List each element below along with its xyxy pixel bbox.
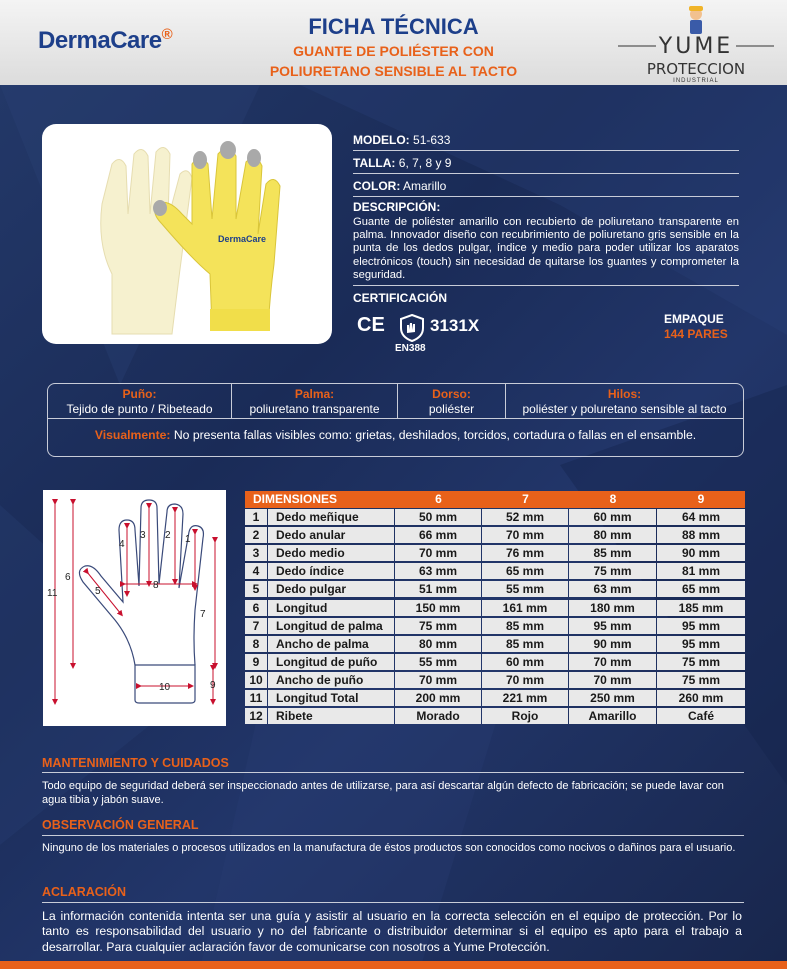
table-row <box>245 618 745 635</box>
row-value: 161 mm <box>482 600 568 616</box>
page-subtitle-1: GUANTE DE POLIÉSTER CON <box>293 43 494 59</box>
row-value: Morado <box>395 708 481 724</box>
materials-box <box>47 383 744 457</box>
row-label: Dedo meñique <box>268 509 394 525</box>
row-label: Longitud Total <box>268 690 394 706</box>
row-value: 180 mm <box>569 600 656 616</box>
clarification-title: ACLARACIÓN <box>42 885 127 899</box>
row-label: Longitud <box>268 600 394 616</box>
material-palm: Palma: poliuretano transparente <box>249 387 380 416</box>
row-value: 60 mm <box>482 654 568 670</box>
hand-measure-diagram <box>43 490 226 726</box>
maintenance-text: Todo equipo de seguridad deberá ser inspeccionado antes de utilizarse, para así descartar algún defecto de fabricación; se puede lavar con agua tibia y jabón suave. <box>42 780 724 806</box>
hand-outline-icon <box>43 490 226 726</box>
table-row <box>245 563 745 580</box>
divider <box>353 150 739 151</box>
divider <box>42 902 744 903</box>
brand-logo: DermaCare® <box>38 26 173 54</box>
row-value: 63 mm <box>395 563 481 579</box>
material-cuff: Puño: Tejido de punto / Ribeteado <box>66 387 213 416</box>
visual-inspection: Visualmente: No presenta fallas visibles como: grietas, deshilados, torcidos, cortadura o fallas en el ensamble. <box>94 428 697 442</box>
row-value: 70 mm <box>395 545 481 561</box>
row-value: 221 mm <box>482 690 568 706</box>
row-value: 185 mm <box>657 600 745 616</box>
shield-glove-icon <box>399 314 425 342</box>
partner-tagline: PROTECCION <box>646 60 746 78</box>
svg-text:2: 2 <box>165 530 171 541</box>
table-header: DIMENSIONES 6 7 8 9 <box>245 491 745 508</box>
row-label: Dedo pulgar <box>268 581 394 597</box>
partner-name: YUME <box>658 34 734 59</box>
row-number: 8 <box>245 636 267 652</box>
table-row <box>245 600 745 617</box>
row-value: 80 mm <box>395 636 481 652</box>
svg-text:8: 8 <box>153 580 159 591</box>
size-field: TALLA: 6, 7, 8 y 9 <box>353 156 452 170</box>
row-value: 76 mm <box>482 545 568 561</box>
row-value: 250 mm <box>569 690 656 706</box>
svg-text:6: 6 <box>65 572 71 583</box>
svg-text:1: 1 <box>185 534 191 545</box>
row-value: Café <box>657 708 745 724</box>
ce-mark-icon: CE <box>357 314 385 336</box>
row-value: 70 mm <box>569 654 656 670</box>
row-value: 70 mm <box>482 527 568 543</box>
row-number: 6 <box>245 600 267 616</box>
row-number: 11 <box>245 690 267 706</box>
row-number: 3 <box>245 545 267 561</box>
svg-text:3: 3 <box>140 530 146 541</box>
row-value: 60 mm <box>569 509 656 525</box>
color-field: COLOR: Amarillo <box>353 179 447 193</box>
row-value: 65 mm <box>482 563 568 579</box>
row-value: 90 mm <box>657 545 745 561</box>
row-label: Dedo índice <box>268 563 394 579</box>
row-number: 2 <box>245 527 267 543</box>
row-value: 75 mm <box>657 672 745 688</box>
row-value: 63 mm <box>569 581 656 597</box>
packaging-label: EMPAQUE <box>664 312 724 326</box>
svg-text:10: 10 <box>159 682 171 693</box>
row-number: 4 <box>245 563 267 579</box>
row-value: 81 mm <box>657 563 745 579</box>
row-value: 85 mm <box>482 618 568 634</box>
row-value: 85 mm <box>569 545 656 561</box>
row-value: 150 mm <box>395 600 481 616</box>
partner-logo <box>618 4 774 84</box>
row-value: 50 mm <box>395 509 481 525</box>
table-row <box>245 672 745 689</box>
table-row <box>245 545 745 562</box>
row-label: Dedo medio <box>268 545 394 561</box>
row-label: Ribete <box>268 708 394 724</box>
row-number: 10 <box>245 672 267 688</box>
observation-text: Ninguno de los materiales o procesos utilizados en la manufactura de éstos productos son conocidos como nocivos o dañinos para el usuario. <box>42 842 736 854</box>
row-value: 80 mm <box>569 527 656 543</box>
row-value: 75 mm <box>569 563 656 579</box>
table-row <box>245 690 745 707</box>
clarification-text: La información contenida intenta ser una guía y asistir al usuario en la correcta selección en el equipo de protección. Por lo tanto es responsabilidad del usuario y no del fabricante o distribuidor determinar si el equipo es apto para el trabajo a desarrollar. Para cualquier aclaración favor de comunicarse con nosotros a Yume Protección. <box>42 909 742 954</box>
divider <box>42 772 744 773</box>
model-field: MODELO: 51-633 <box>353 133 451 147</box>
row-value: 66 mm <box>395 527 481 543</box>
divider <box>42 835 744 836</box>
row-label: Longitud de puño <box>268 654 394 670</box>
table-row <box>245 636 745 653</box>
row-value: 85 mm <box>482 636 568 652</box>
row-label: Ancho de puño <box>268 672 394 688</box>
svg-text:7: 7 <box>200 609 206 620</box>
glove-image <box>42 124 332 344</box>
row-label: Longitud de palma <box>268 618 394 634</box>
page-subtitle-2: POLIURETANO SENSIBLE AL TACTO <box>269 63 518 79</box>
divider <box>353 285 739 286</box>
row-value: 95 mm <box>657 618 745 634</box>
maintenance-title: MANTENIMIENTO Y CUIDADOS <box>42 756 229 770</box>
row-value: 52 mm <box>482 509 568 525</box>
footer-bar <box>0 961 787 969</box>
row-number: 7 <box>245 618 267 634</box>
row-number: 12 <box>245 708 267 724</box>
row-label: Dedo anular <box>268 527 394 543</box>
row-value: 70 mm <box>482 672 568 688</box>
svg-text:11: 11 <box>47 588 58 599</box>
row-value: 75 mm <box>657 654 745 670</box>
material-back: Dorso: poliéster <box>428 387 475 416</box>
brand-swoosh-icon: ® <box>161 26 173 43</box>
product-photo <box>42 124 332 344</box>
table-row <box>245 654 745 671</box>
row-number: 5 <box>245 581 267 597</box>
row-value: 51 mm <box>395 581 481 597</box>
row-value: 95 mm <box>569 618 656 634</box>
description-text: Guante de poliéster amarillo con recubierto de poliuretano transparente en palma. Innovador diseño con recubrimiento de poliuretano gris sensible en la punta de los dedos pulgar, índice y medio para poder utilizar los aparatos electrónicos (touch) sin necesidad de quitarse los guantes y comprometer la seguridad. <box>353 216 739 281</box>
table-row <box>245 708 745 725</box>
svg-text:DermaCare: DermaCare <box>218 234 267 244</box>
row-value: 90 mm <box>569 636 656 652</box>
divider <box>353 196 739 197</box>
certification-code: 3131X <box>430 316 480 335</box>
svg-text:4: 4 <box>119 539 125 550</box>
row-value: 75 mm <box>395 618 481 634</box>
certification-standard: EN388 <box>395 343 426 354</box>
row-value: 55 mm <box>482 581 568 597</box>
packaging-value: 144 PARES <box>664 327 728 341</box>
row-number: 9 <box>245 654 267 670</box>
row-value: 260 mm <box>657 690 745 706</box>
certification-title: CERTIFICACIÓN <box>353 291 447 305</box>
row-value: 64 mm <box>657 509 745 525</box>
row-value: 70 mm <box>569 672 656 688</box>
row-value: 65 mm <box>657 581 745 597</box>
table-row <box>245 581 745 598</box>
description-label: DESCRIPCIÓN: <box>353 200 441 214</box>
divider <box>48 418 743 419</box>
row-value: 95 mm <box>657 636 745 652</box>
header <box>0 0 787 85</box>
table-row <box>245 509 745 526</box>
material-threads: Hilos: poliéster y poluretano sensible al tacto <box>522 387 727 416</box>
row-value: Amarillo <box>569 708 656 724</box>
row-value: Rojo <box>482 708 568 724</box>
page-title: FICHA TÉCNICA <box>308 14 479 39</box>
svg-text:5: 5 <box>95 586 101 597</box>
observation-title: OBSERVACIÓN GENERAL <box>42 818 199 832</box>
row-value: 88 mm <box>657 527 745 543</box>
svg-text:9: 9 <box>210 680 216 691</box>
row-value: 70 mm <box>395 672 481 688</box>
row-value: 200 mm <box>395 690 481 706</box>
table-row <box>245 527 745 544</box>
row-value: 55 mm <box>395 654 481 670</box>
row-number: 1 <box>245 509 267 525</box>
partner-subtitle: INDUSTRIAL <box>673 78 719 84</box>
divider <box>353 173 739 174</box>
row-label: Ancho de palma <box>268 636 394 652</box>
